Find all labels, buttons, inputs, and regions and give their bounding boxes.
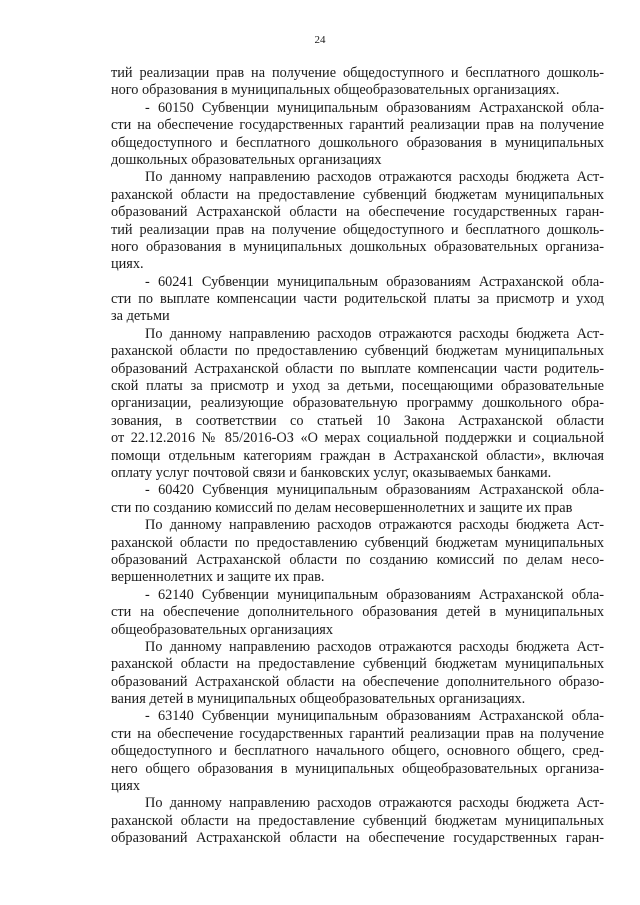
text-line: - 60150 Субвенции муниципальным образованиям Астраханской обла- <box>145 99 604 116</box>
text-line: ного образования в муниципальных дошкольных образовательных организа- <box>111 238 604 255</box>
text-line: тий реализации прав на получение общедоступного и бесплатного дошколь- <box>111 65 604 81</box>
text-line: По данному направлению расходов отражаются расходы бюджета Аст- <box>145 169 604 186</box>
text-line: сти по выплате компенсации части родительской платы за присмотр и уход <box>111 291 604 308</box>
text-line: - 63140 Субвенции муниципальным образованиям Астраханской обла- <box>145 708 604 725</box>
page-number: 24 <box>314 34 326 46</box>
text-line: По данному направлению расходов отражаются расходы бюджета Аст- <box>145 325 604 342</box>
text-line: По данному направлению расходов отражаются расходы бюджета Аст- <box>145 638 604 655</box>
text-line: По данному направлению расходов отражаются расходы бюджета Аст- <box>145 517 604 534</box>
text-line: раханской области по предоставлению субвенций бюджетам муниципальных <box>111 534 604 551</box>
text-line: общедоступного и бесплатного начального общего, основного общего, сред- <box>111 743 604 760</box>
text-line: оплату услуг почтовой связи и банковских услуг, оказываемых банками. <box>111 464 552 481</box>
text-line: вания детей в муниципальных общеобразовательных организациях. <box>111 691 526 708</box>
text-line: - 60241 Субвенции муниципальным образованиям Астраханской обла- <box>145 273 604 290</box>
text-line: сти на обеспечение государственных гарантий реализации прав на получение <box>111 725 604 742</box>
text-line: циях <box>111 778 141 795</box>
text-line: сти на обеспечение дополнительного образования детей в муниципальных <box>111 604 604 621</box>
text-line: от 22.12.2016 № 85/2016-ОЗ «О мерах социальной поддержки и социальной <box>111 430 604 447</box>
text-line: образований Астраханской области по выплате компенсации части родитель- <box>111 360 604 377</box>
text-line: раханской области на предоставление субвенций бюджетам муниципальных <box>111 186 604 203</box>
text-line: общеобразовательных организациях <box>111 621 333 638</box>
text-line: вершеннолетних и защите их прав. <box>111 569 325 586</box>
text-line: за детьми <box>111 308 170 325</box>
text-line: - 62140 Субвенции муниципальным образованиям Астраханской обла- <box>145 586 604 603</box>
text-line: организации, реализующие образовательную программу дошкольного обра- <box>111 395 604 412</box>
text-line: По данному направлению расходов отражаются расходы бюджета Аст- <box>145 795 604 812</box>
text-line: дошкольных образовательных организациях <box>111 151 382 168</box>
text-line: циях. <box>111 256 144 273</box>
text-line: раханской области на предоставление субвенций бюджетам муниципальных <box>111 656 604 673</box>
text-line: - 60420 Субвенция муниципальным образованиям Астраханской обла- <box>145 482 604 499</box>
text-line: него общего образования в муниципальных общеобразовательных организа- <box>111 760 604 777</box>
text-line: зования, в соответствии со статьей 10 Закона Астраханской области <box>111 412 604 429</box>
text-line: образований Астраханской области по созданию комиссий по делам несо- <box>111 551 604 568</box>
text-line: ской платы за присмотр и уход за детьми, посещающими образовательные <box>111 378 604 395</box>
text-line: ного образования в муниципальных общеобразовательных организациях. <box>111 82 560 99</box>
text-line: раханской области на предоставление субвенций бюджетам муниципальных <box>111 812 604 829</box>
text-line: образований Астраханской области на обеспечение дополнительного образо- <box>111 673 604 690</box>
text-line: помощи отдельным категориям граждан в Астраханской области», включая <box>111 447 604 464</box>
text-line: сти на обеспечение государственных гарантий реализации прав на получение <box>111 117 604 134</box>
document-body <box>111 65 604 848</box>
text-line: образований Астраханской области на обеспечение государственных гаран- <box>111 204 604 221</box>
text-line: сти по созданию комиссий по делам несовершеннолетних и защите их прав <box>111 499 573 516</box>
text-line: раханской области по предоставлению субвенций бюджетам муниципальных <box>111 343 604 360</box>
text-line: тий реализации прав на получение общедоступного и бесплатного дошколь- <box>111 221 604 238</box>
text-line: образований Астраханской области на обеспечение государственных гаран- <box>111 830 604 847</box>
text-line: общедоступного и бесплатного дошкольного образования в муниципальных <box>111 134 604 151</box>
